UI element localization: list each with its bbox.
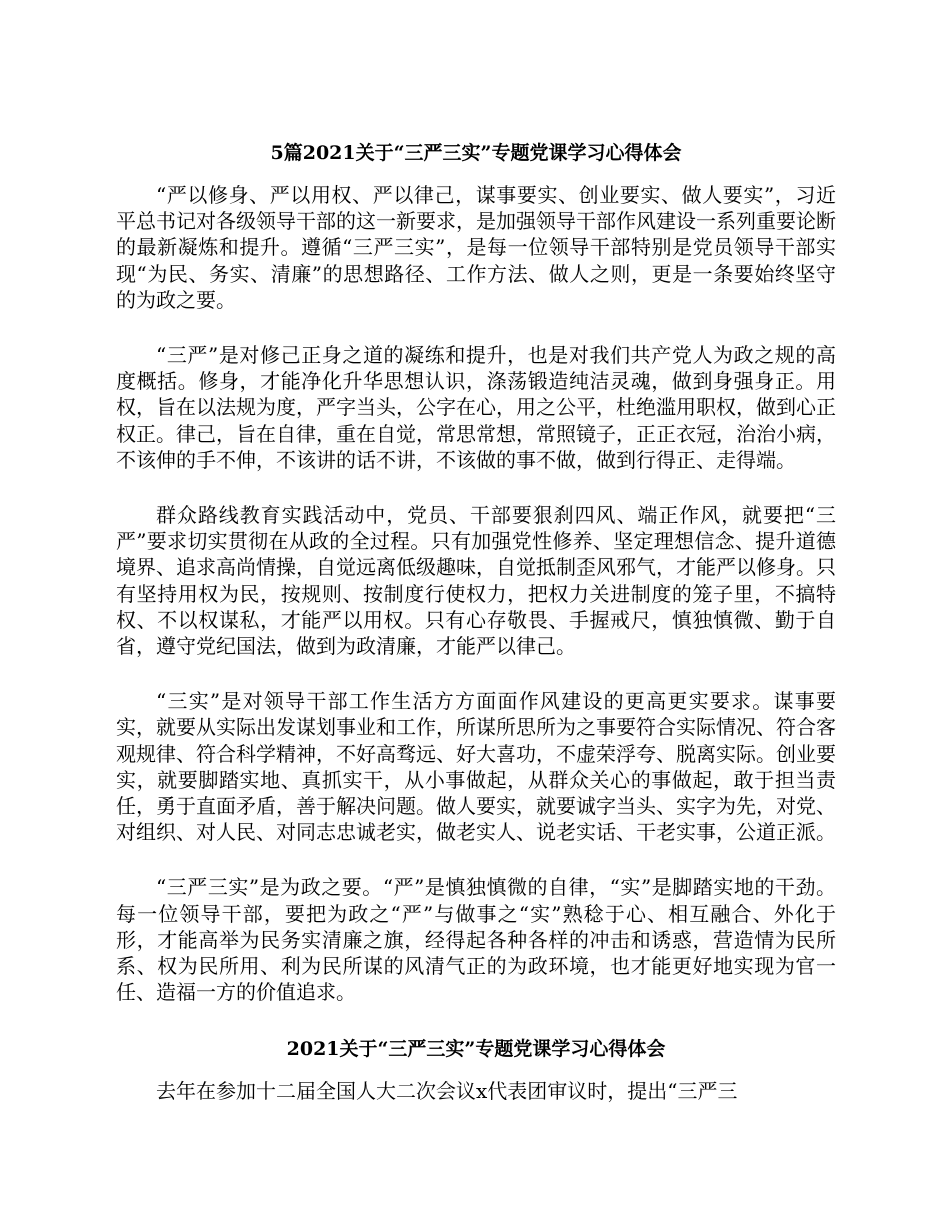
paragraph-6: 去年在参加十二届全国人大二次会议x代表团审议时，提出“三严三 xyxy=(156,1079,738,1104)
paragraph-2: “三严”是对修己正身之道的凝练和提升，也是对我们共产党人为政之规的高度概括。修身，才能净化升华思想认识，涤荡锻造纯洁灵魂，做到身强身正。用权，旨在以法规为度，严字当头，公字在心，用之公平，杜绝滥用职权，做到心正权正。律己，旨在自律，重在自觉，常思常想，常照镜子，正正衣冠，治治小病，不该伸的手不伸，不该讲的话不讲，不该做的事不做，做到行得正、走得端。 xyxy=(116,343,836,472)
paragraph-3: 群众路线教育实践活动中，党员、干部要狠刹四风、端正作风，就要把“三严”要求切实贯彻在从政的全过程。只有加强党性修养、坚定理想信念、提升道德境界、追求高尚情操，自觉远离低级趣味，自觉抵制歪风邪气，才能严以修身。只有坚持用权为民，按规则、按制度行使权力，把权力关进制度的笼子里，不搞特权、不以权谋私，才能严以用权。只有心存敬畏、手握戒尺，慎独慎微、勤于自省，遵守党纪国法，做到为政清廉，才能严以律己。 xyxy=(116,503,836,659)
paragraph-1: “严以修身、严以用权、严以律己，谋事要实、创业要实、做人要实”，习近平总书记对各级领导干部的这一新要求，是加强领导干部作风建设一系列重要论断的最新凝炼和提升。遵循“三严三实”，是每一位领导干部特别是党员领导干部实现“为民、务实、清廉”的思想路径、工作方法、做人之则，更是一条要始终坚守的为政之要。 xyxy=(116,183,836,312)
document-body xyxy=(116,138,836,1105)
paragraph-4: “三实”是对领导干部工作生活方方面面作风建设的更高更实要求。谋事要实，就要从实际出发谋划事业和工作，所谋所思所为之事要符合实际情况、符合客观规律、符合科学精神，不好高骛远、好大喜功，不虚荣浮夸、脱离实际。创业要实，就要脚踏实地、真抓实干，从小事做起，从群众关心的事做起，敢于担当责任，勇于直面矛盾，善于解决问题。做人要实，就要诚字当头、实字为先，对党、对组织、对人民、对同志忠诚老实，做老实人、说老实话、干老实事，公道正派。 xyxy=(116,689,836,845)
paragraph-5: “三严三实”是为政之要。“严”是慎独慎微的自律，“实”是脚踏实地的干劲。每一位领导干部，要把为政之“严”与做事之“实”熟稔于心、相互融合、外化于形，才能高举为民务实清廉之旗，经得起各种各样的冲击和诱惑，营造情为民所系、权为民所用、利为民所谋的风清气正的为政环境，也才能更好地实现为官一任、造福一方的价值追求。 xyxy=(116,875,836,1005)
document-title: 5篇2021关于“三严三实”专题党课学习心得体会 xyxy=(270,142,682,164)
section-subtitle: 2021关于“三严三实”专题党课学习心得体会 xyxy=(286,1038,666,1061)
